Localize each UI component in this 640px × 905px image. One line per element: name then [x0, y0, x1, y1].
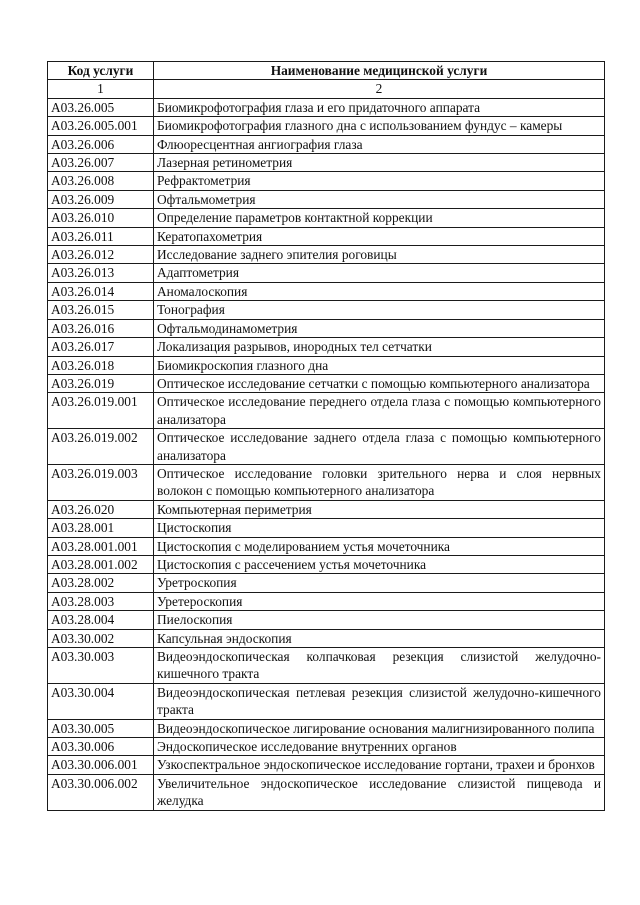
- service-name: Кератопахометрия: [154, 227, 605, 245]
- table-row: [48, 537, 605, 555]
- service-code: A03.26.017: [48, 338, 154, 356]
- table-row: [48, 374, 605, 392]
- service-name: Видеоэндоскопическая колпачковая резекция слизистой желудочно-кишечного тракта: [154, 648, 605, 684]
- service-name: Биомикроскопия глазного дна: [154, 356, 605, 374]
- service-name: Видеоэндоскопическая петлевая резекция слизистой желудочно-кишечного тракта: [154, 683, 605, 719]
- table-row: [48, 135, 605, 153]
- service-name: Исследование заднего эпителия роговицы: [154, 246, 605, 264]
- service-code: A03.26.009: [48, 190, 154, 208]
- table-row: [48, 264, 605, 282]
- table-row: [48, 719, 605, 737]
- service-code: A03.28.004: [48, 611, 154, 629]
- table-row: [48, 209, 605, 227]
- table-row: [48, 555, 605, 573]
- column-number-1: 1: [48, 80, 154, 98]
- service-code: A03.28.001.001: [48, 537, 154, 555]
- service-name: Увеличительное эндоскопическое исследование слизистой пищевода и желудка: [154, 774, 605, 810]
- table-row: [48, 648, 605, 684]
- table-row: [48, 738, 605, 756]
- service-code: A03.28.003: [48, 592, 154, 610]
- header-service-name: Наименование медицинской услуги: [154, 62, 605, 80]
- table-row: [48, 190, 605, 208]
- service-code: A03.26.006: [48, 135, 154, 153]
- table-row: [48, 592, 605, 610]
- service-code: A03.30.003: [48, 648, 154, 684]
- service-name: Биомикрофотография глазного дна с использованием фундус – камеры: [154, 117, 605, 135]
- service-code: A03.30.004: [48, 683, 154, 719]
- service-name: Видеоэндоскопическое лигирование основания малигнизированного полипа: [154, 719, 605, 737]
- service-code: A03.26.005: [48, 98, 154, 116]
- service-code: A03.26.005.001: [48, 117, 154, 135]
- service-name: Лазерная ретинометрия: [154, 154, 605, 172]
- service-code: A03.26.007: [48, 154, 154, 172]
- service-code: A03.26.018: [48, 356, 154, 374]
- service-name: Офтальмометрия: [154, 190, 605, 208]
- service-name: Локализация разрывов, инородных тел сетчатки: [154, 338, 605, 356]
- table-row: [48, 574, 605, 592]
- table-row: [48, 117, 605, 135]
- service-name: Оптическое исследование заднего отдела глаза с помощью компьютерного анализатора: [154, 429, 605, 465]
- service-code: A03.28.001.002: [48, 555, 154, 573]
- document-page: [47, 61, 604, 811]
- service-name: Биомикрофотография глаза и его придаточного аппарата: [154, 98, 605, 116]
- table-row: [48, 338, 605, 356]
- service-code: A03.26.019.002: [48, 429, 154, 465]
- service-name: Компьютерная периметрия: [154, 500, 605, 518]
- service-code: A03.26.019.003: [48, 464, 154, 500]
- service-code: A03.26.011: [48, 227, 154, 245]
- service-code: A03.26.019: [48, 374, 154, 392]
- service-code: A03.26.020: [48, 500, 154, 518]
- service-name: Оптическое исследование переднего отдела глаза с помощью компьютерного анализатора: [154, 393, 605, 429]
- table-row: [48, 774, 605, 810]
- service-code: A03.30.006: [48, 738, 154, 756]
- service-name: Определение параметров контактной коррекции: [154, 209, 605, 227]
- service-code: A03.30.002: [48, 629, 154, 647]
- service-code: A03.26.014: [48, 282, 154, 300]
- service-code: A03.26.016: [48, 319, 154, 337]
- service-code: A03.26.012: [48, 246, 154, 264]
- table-row: [48, 519, 605, 537]
- service-code: A03.26.008: [48, 172, 154, 190]
- service-code: A03.26.013: [48, 264, 154, 282]
- service-name: Капсульная эндоскопия: [154, 629, 605, 647]
- table-row: [48, 611, 605, 629]
- table-row: [48, 356, 605, 374]
- table-row: [48, 464, 605, 500]
- medical-services-table: [47, 61, 605, 811]
- service-name: Тонография: [154, 301, 605, 319]
- table-row: [48, 429, 605, 465]
- service-name: Адаптометрия: [154, 264, 605, 282]
- header-code: Код услуги: [48, 62, 154, 80]
- service-name: Цистоскопия с рассечением устья мочеточника: [154, 555, 605, 573]
- service-name: Оптическое исследование сетчатки с помощью компьютерного анализатора: [154, 374, 605, 392]
- table-row: [48, 683, 605, 719]
- table-row: [48, 246, 605, 264]
- service-name: Уретероскопия: [154, 592, 605, 610]
- service-name: Офтальмодинамометрия: [154, 319, 605, 337]
- service-name: Эндоскопическое исследование внутренних органов: [154, 738, 605, 756]
- service-code: A03.30.006.002: [48, 774, 154, 810]
- service-code: A03.30.006.001: [48, 756, 154, 774]
- table-row: [48, 98, 605, 116]
- table-row: [48, 282, 605, 300]
- table-row: [48, 154, 605, 172]
- service-name: Пиелоскопия: [154, 611, 605, 629]
- table-body: [48, 98, 605, 810]
- service-code: A03.26.015: [48, 301, 154, 319]
- table-row: [48, 393, 605, 429]
- header-row: [48, 62, 605, 80]
- column-number-row: [48, 80, 605, 98]
- table-row: [48, 500, 605, 518]
- service-code: A03.30.005: [48, 719, 154, 737]
- table-row: [48, 629, 605, 647]
- table-row: [48, 227, 605, 245]
- service-name: Оптическое исследование головки зрительного нерва и слоя нервных волокон с помощью компьютерного анализатора: [154, 464, 605, 500]
- table-row: [48, 172, 605, 190]
- table-row: [48, 319, 605, 337]
- service-name: Рефрактометрия: [154, 172, 605, 190]
- service-name: Аномалоскопия: [154, 282, 605, 300]
- service-code: A03.28.001: [48, 519, 154, 537]
- service-code: A03.26.010: [48, 209, 154, 227]
- service-name: Цистоскопия с моделированием устья мочеточника: [154, 537, 605, 555]
- service-name: Уретроскопия: [154, 574, 605, 592]
- service-name: Цистоскопия: [154, 519, 605, 537]
- service-code: A03.28.002: [48, 574, 154, 592]
- table-row: [48, 301, 605, 319]
- service-code: A03.26.019.001: [48, 393, 154, 429]
- column-number-2: 2: [154, 80, 605, 98]
- table-row: [48, 756, 605, 774]
- service-name: Флюоресцентная ангиография глаза: [154, 135, 605, 153]
- service-name: Узкоспектральное эндоскопическое исследование гортани, трахеи и бронхов: [154, 756, 605, 774]
